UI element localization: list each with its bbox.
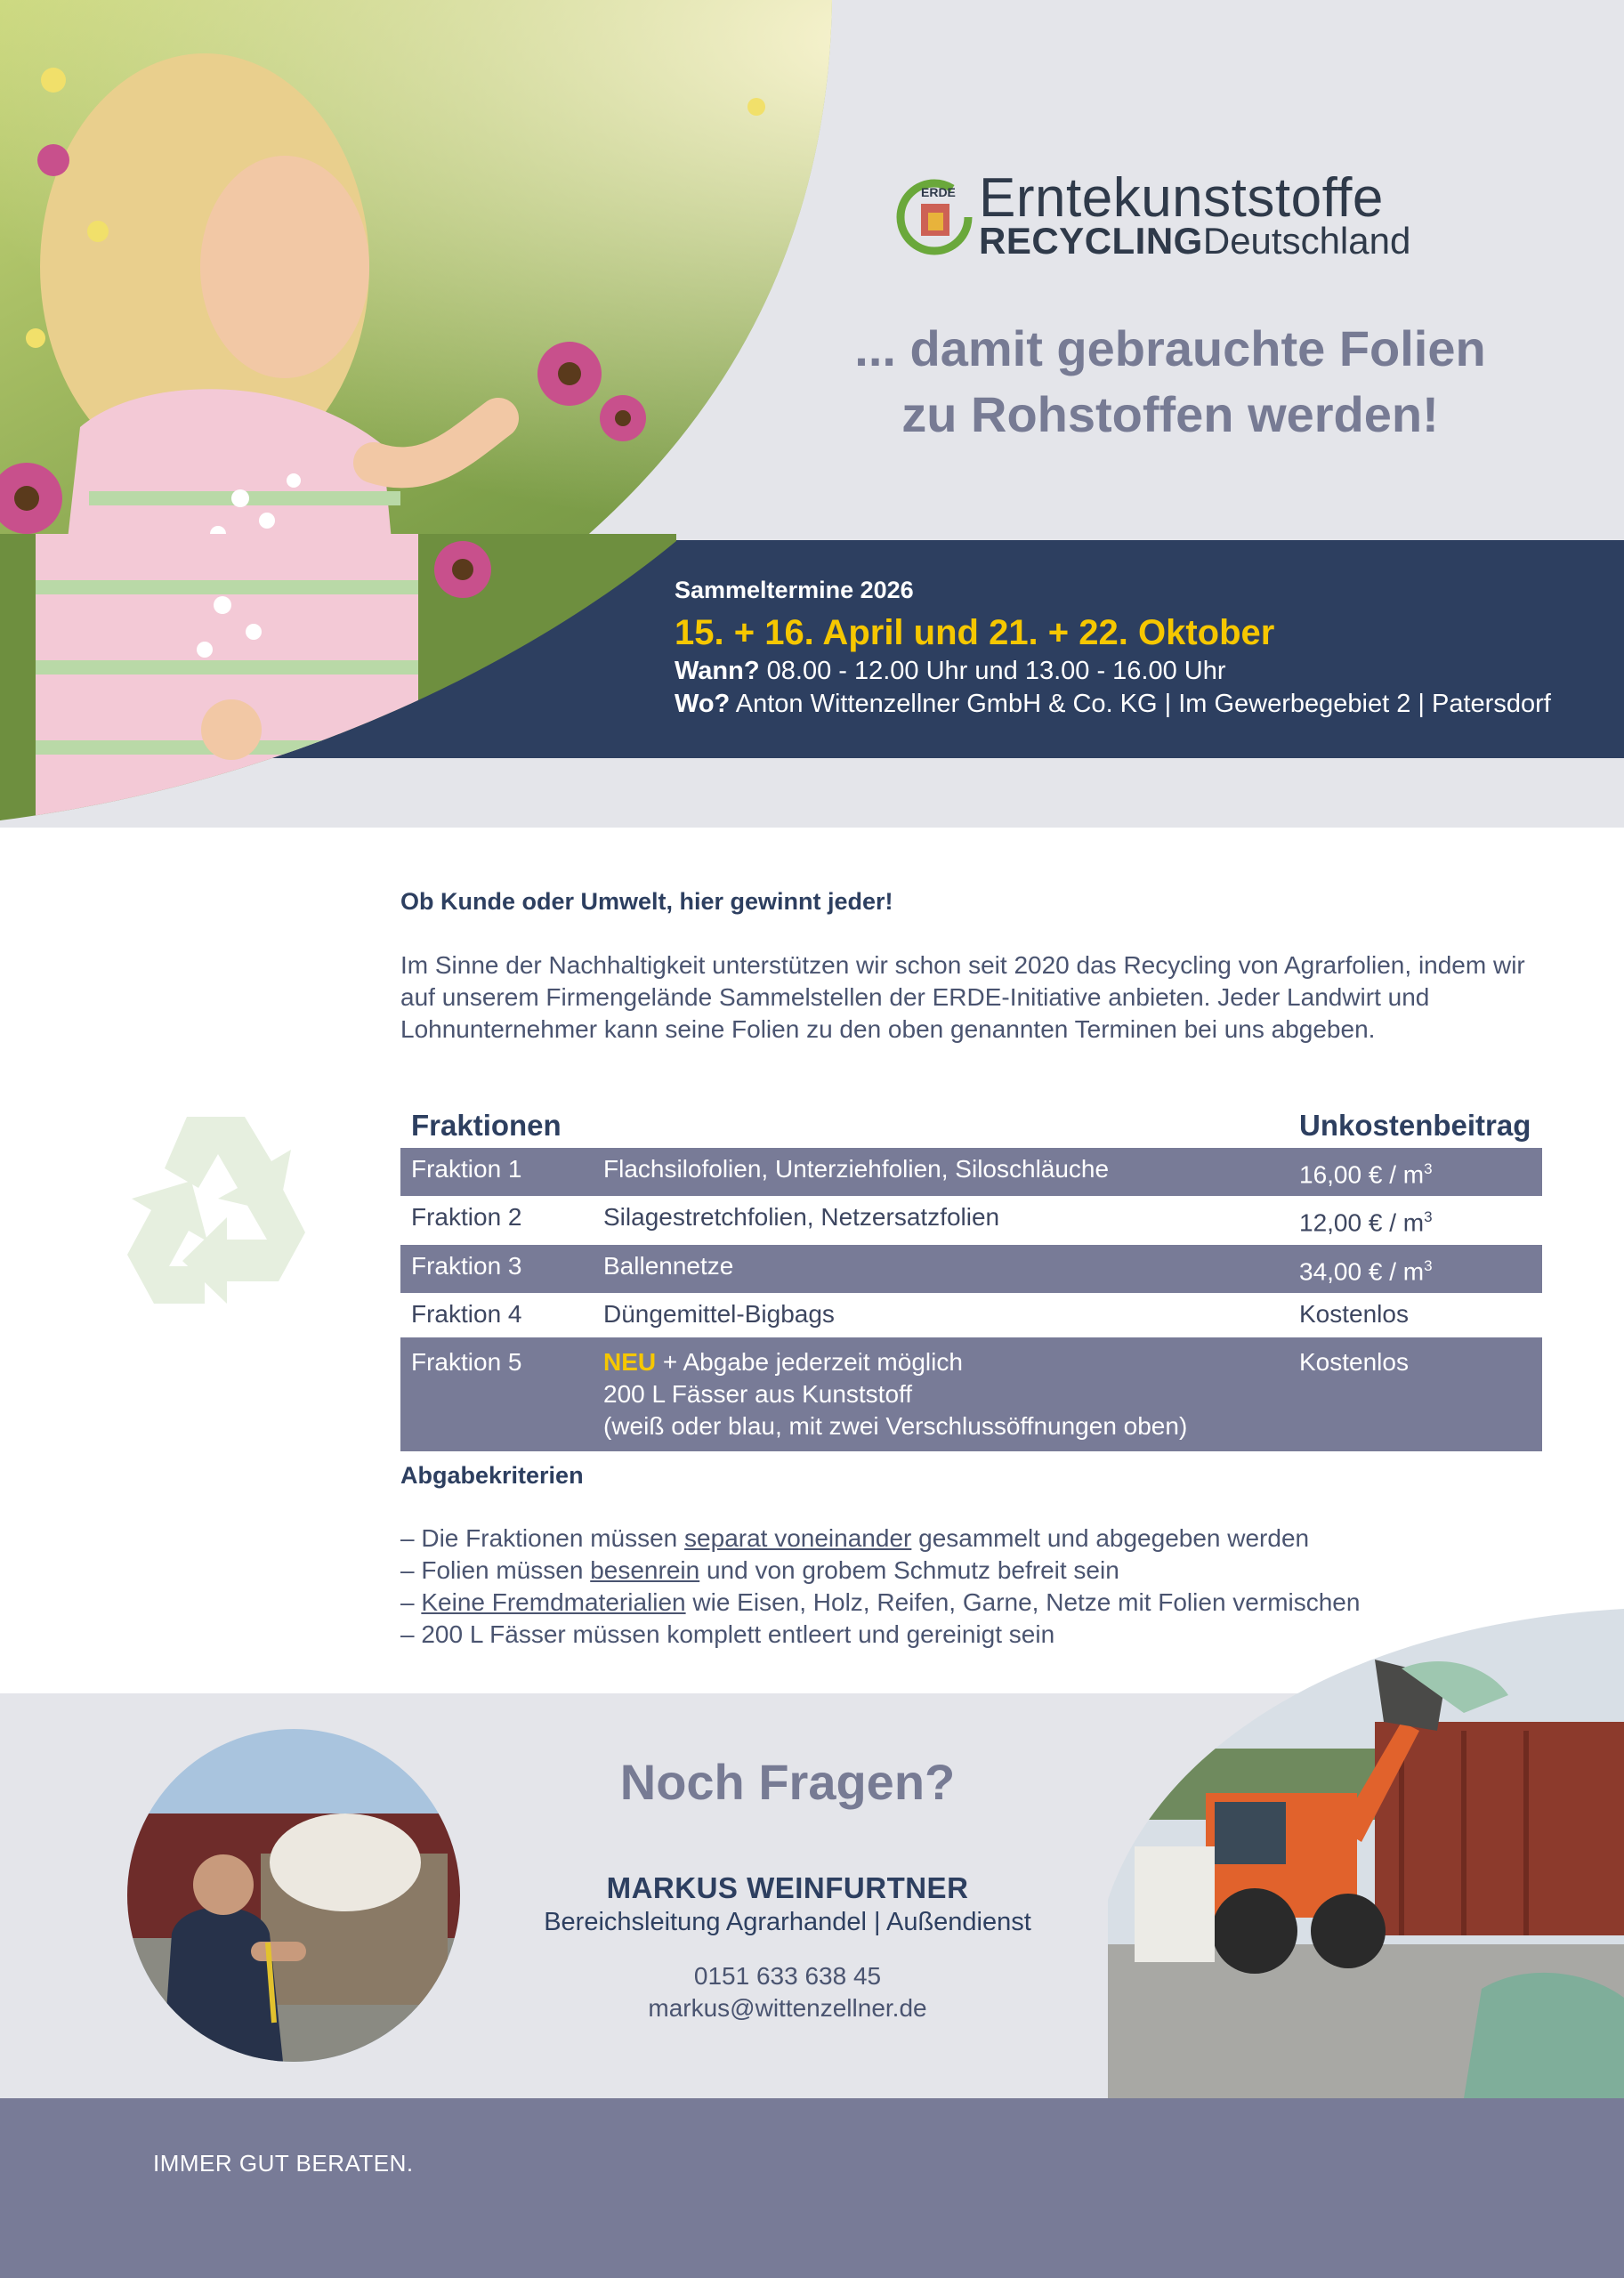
cost-value: 34,00 € / m — [1299, 1256, 1425, 1285]
criteria-text: – Folien müssen — [400, 1556, 591, 1584]
fraction-description-line3: (weiß oder blau, mit zwei Verschlussöffnungen oben) — [603, 1411, 1188, 1440]
when-value: 08.00 - 12.00 Uhr und 13.00 - 16.00 Uhr — [759, 657, 1226, 685]
hero-photo-curve-overlay — [0, 534, 676, 836]
criteria-text: – 200 L Fässer müssen komplett entleert und gereinigt sein — [400, 1620, 1055, 1648]
criteria-text: wie Eisen, Holz, Reifen, Garne, Netze mit Folien vermischen — [685, 1588, 1361, 1616]
fraction-description: Flachsilofolien, Unterziehfolien, Siloschläuche — [593, 1148, 1289, 1196]
list-item — [400, 1523, 1542, 1555]
fraction-name: Fraktion 1 — [400, 1148, 593, 1196]
cost-value: 12,00 € / m — [1299, 1208, 1425, 1237]
fraction-cost — [1289, 1196, 1542, 1244]
header-fractions: Fraktionen — [411, 1109, 562, 1142]
fraction-cost — [1289, 1245, 1542, 1293]
logo-name-line1: Erntekunststoffe — [979, 167, 1384, 229]
fraction-description: Ballennetze — [593, 1245, 1289, 1293]
contact-person-photo — [127, 1729, 460, 2062]
table-header-row — [400, 1103, 1542, 1148]
collection-dates: 15. + 16. April und 21. + 22. Oktober — [675, 613, 1275, 652]
table-row — [400, 1148, 1542, 1196]
fraction-name: Fraktion 5 — [400, 1337, 593, 1451]
criteria-text: – Die Fraktionen müssen — [400, 1524, 685, 1552]
when-line — [675, 657, 1551, 686]
when-label: Wann? — [675, 657, 760, 685]
criteria-emphasis: Keine Fremdmaterialien — [421, 1588, 686, 1616]
wheel-loader-photo — [1108, 1606, 1624, 2098]
criteria-text: und von grobem Schmutz befreit sein — [699, 1556, 1119, 1584]
fraction-cost: Kostenlos — [1289, 1337, 1542, 1451]
collection-dates-label: Sammeltermine 2026 — [675, 577, 914, 603]
fractions-table — [400, 1103, 1542, 1451]
recycle-icon — [102, 1099, 325, 1321]
criteria-emphasis: besenrein — [590, 1556, 700, 1584]
fraction-name: Fraktion 2 — [411, 1203, 522, 1232]
criteria-heading: Abgabekriterien — [400, 1462, 584, 1489]
fraction-description: Düngemittel-Bigbags — [603, 1299, 835, 1328]
questions-title: Noch Fragen? — [619, 1754, 956, 1810]
tagline — [783, 316, 1557, 448]
fraction-name: Fraktion 4 — [411, 1299, 522, 1328]
fraction-description-line2: 200 L Fässer aus Kunststoff — [603, 1379, 913, 1408]
dates-band-content — [675, 577, 1551, 719]
criteria-text: gesammelt und abgegeben werden — [911, 1524, 1310, 1552]
fraction-description-line1: + Abgabe jederzeit möglich — [656, 1347, 963, 1376]
fraction-description: Silagestretchfolien, Netzersatzfolien — [603, 1203, 1000, 1232]
logo-name-bold: RECYCLING — [979, 220, 1203, 262]
table-row — [400, 1293, 1542, 1337]
tagline-line1: ... damit gebrauchte Folien — [854, 320, 1486, 376]
table-row — [400, 1337, 1542, 1451]
list-item — [400, 1555, 1542, 1587]
footer-slogan: IMMER GUT BERATEN. — [153, 2150, 414, 2177]
contact-phone[interactable]: 0151 633 638 45 — [693, 1962, 882, 1990]
logo-small-text: ERDE — [921, 185, 956, 199]
cost-unit-superscript: 3 — [1424, 1208, 1433, 1226]
logo-name-regular: Deutschland — [1202, 220, 1411, 262]
fraction-cost — [1289, 1148, 1542, 1196]
table-row — [400, 1196, 1542, 1244]
cost-unit-superscript: 3 — [1424, 1160, 1433, 1177]
cost-unit-superscript: 3 — [1424, 1256, 1433, 1274]
where-label: Wo? — [675, 690, 731, 718]
contact-role: Bereichsleitung Agrarhandel | Außendienst — [544, 1908, 1031, 1936]
header-cost: Unkostenbeitrag — [1299, 1109, 1531, 1142]
intro-heading: Ob Kunde oder Umwelt, hier gewinnt jeder! — [400, 888, 893, 915]
where-value: Anton Wittenzellner GmbH & Co. KG | Im Gewerbegebiet 2 | Patersdorf — [730, 690, 1551, 718]
table-row — [400, 1245, 1542, 1293]
criteria-emphasis: separat voneinander — [684, 1524, 912, 1552]
contact-email[interactable]: markus@wittenzellner.de — [648, 1994, 927, 2022]
erde-logo — [894, 167, 1464, 263]
fraction-name: Fraktion 3 — [400, 1245, 593, 1293]
fraction-description — [593, 1337, 1289, 1451]
new-badge: NEU — [603, 1347, 657, 1376]
where-line — [675, 690, 1551, 719]
contact-name: MARKUS WEINFURTNER — [606, 1871, 969, 1904]
logo-name-line2 — [979, 220, 1410, 263]
cost-value: 16,00 € / m — [1299, 1160, 1425, 1189]
tagline-line2: zu Rohstoffen werden! — [901, 386, 1439, 442]
recycling-leaf-icon — [894, 177, 974, 257]
intro-text: Im Sinne der Nachhaltigkeit unterstützen wir schon seit 2020 das Recycling von Agrarfolien, indem wir auf unserem Firmengelände Sammelstellen der ERDE-Initiative anbieten. Jeder Landwirt und Lohnunternehmer kann seine Folien zu den oben genannten Terminen bei uns abgeben. — [400, 951, 1525, 1043]
criteria-text: – — [400, 1588, 422, 1616]
fraction-cost: Kostenlos — [1299, 1299, 1409, 1328]
footer — [0, 2098, 1624, 2278]
